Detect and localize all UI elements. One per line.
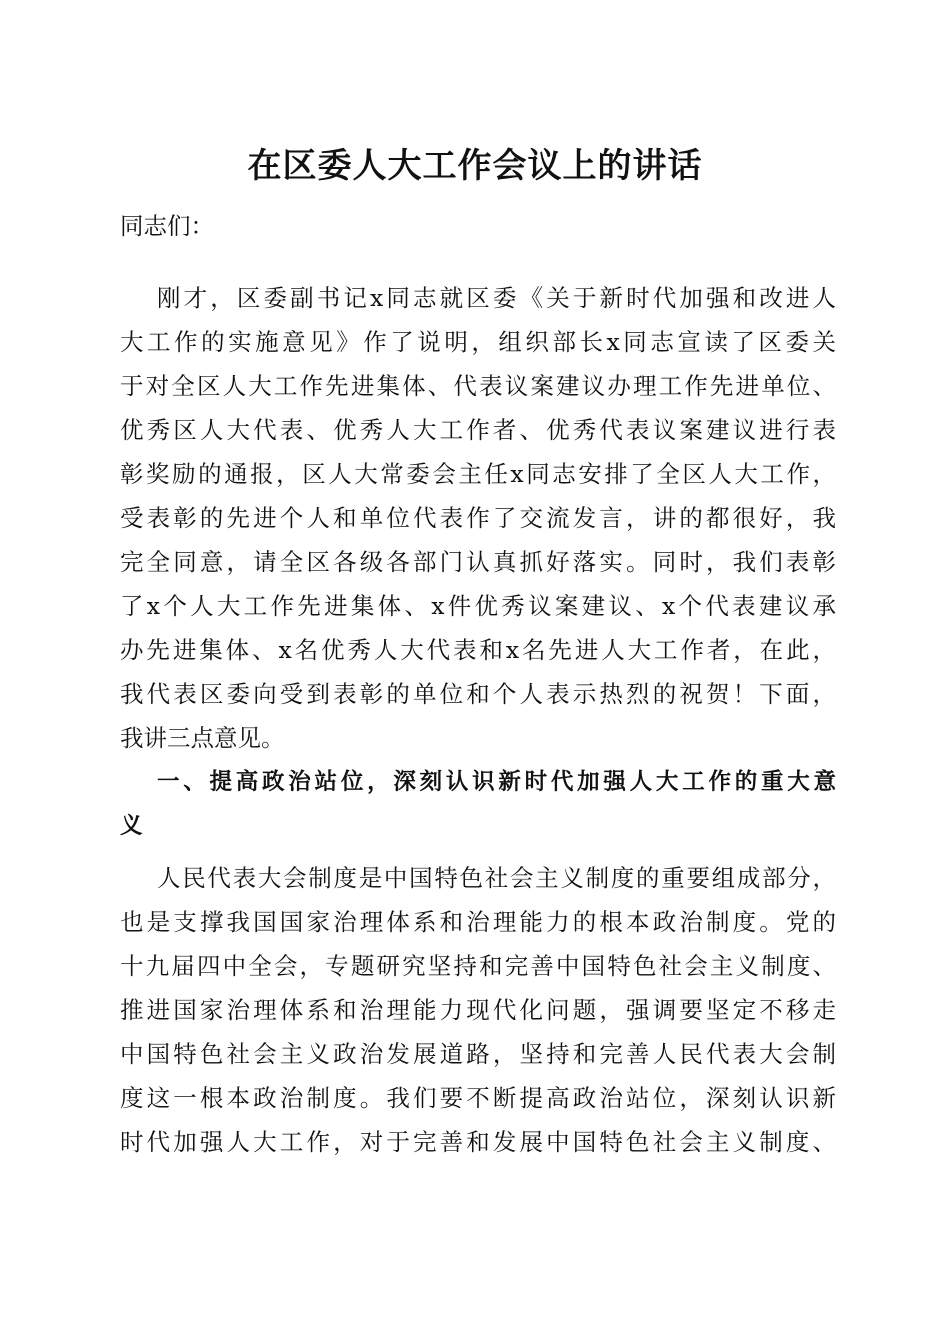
text-line: 了x个人大工作先进集体、x件优秀议案建议、x个代表建议承 [120, 592, 836, 620]
text-line: 办先进集体、x名优秀人大代表和x名先进人大工作者，在此， [120, 636, 836, 664]
text-line: 大工作的实施意见》作了说明，组织部长x同志宣读了区委关 [120, 328, 836, 356]
text-line: 完全同意，请全区各级各部门认真抓好落实。同时，我们表彰 [120, 548, 836, 576]
text-line: 受表彰的先进个人和单位代表作了交流发言，讲的都很好，我 [120, 504, 836, 532]
text-line: 我讲三点意见。 [120, 724, 285, 752]
paragraph [120, 856, 836, 1164]
salutation [120, 204, 836, 248]
text-line: 一、提高政治站位，深刻认识新时代加强人大工作的重大意 [157, 769, 836, 795]
text-line: 我代表区委向受到表彰的单位和个人表示热烈的祝贺！下面， [120, 680, 836, 708]
text-line: 时代加强人大工作，对于完善和发展中国特色社会主义制度、 [120, 1128, 836, 1156]
text-line: 同志们： [120, 212, 214, 240]
text-line: 于对全区人大工作先进集体、代表议案建议办理工作先进单位、 [120, 372, 836, 400]
text-line: 度这一根本政治制度。我们要不断提高政治站位，深刻认识新 [120, 1084, 836, 1112]
document-body [120, 204, 836, 1164]
document-title: 在区委人大工作会议上的讲话 [247, 146, 703, 186]
paragraph [120, 276, 836, 760]
text-line: 推进国家治理体系和治理能力现代化问题，强调要坚定不移走 [120, 996, 836, 1024]
text-line: 十九届四中全会，专题研究坚持和完善中国特色社会主义制度、 [120, 952, 836, 980]
text-line: 中国特色社会主义政治发展道路，坚持和完善人民代表大会制 [120, 1040, 836, 1068]
section-heading [120, 760, 836, 848]
text-line: 也是支撑我国国家治理体系和治理能力的根本政治制度。党的 [120, 908, 836, 936]
text-line: 人民代表大会制度是中国特色社会主义制度的重要组成部分， [157, 864, 836, 892]
text-line: 优秀区人大代表、优秀人大工作者、优秀代表议案建议进行表 [120, 416, 836, 444]
text-line: 彰奖励的通报，区人大常委会主任x同志安排了全区人大工作， [120, 460, 836, 488]
text-line: 刚才，区委副书记x同志就区委《关于新时代加强和改进人 [157, 284, 836, 312]
text-line: 义 [120, 813, 143, 839]
